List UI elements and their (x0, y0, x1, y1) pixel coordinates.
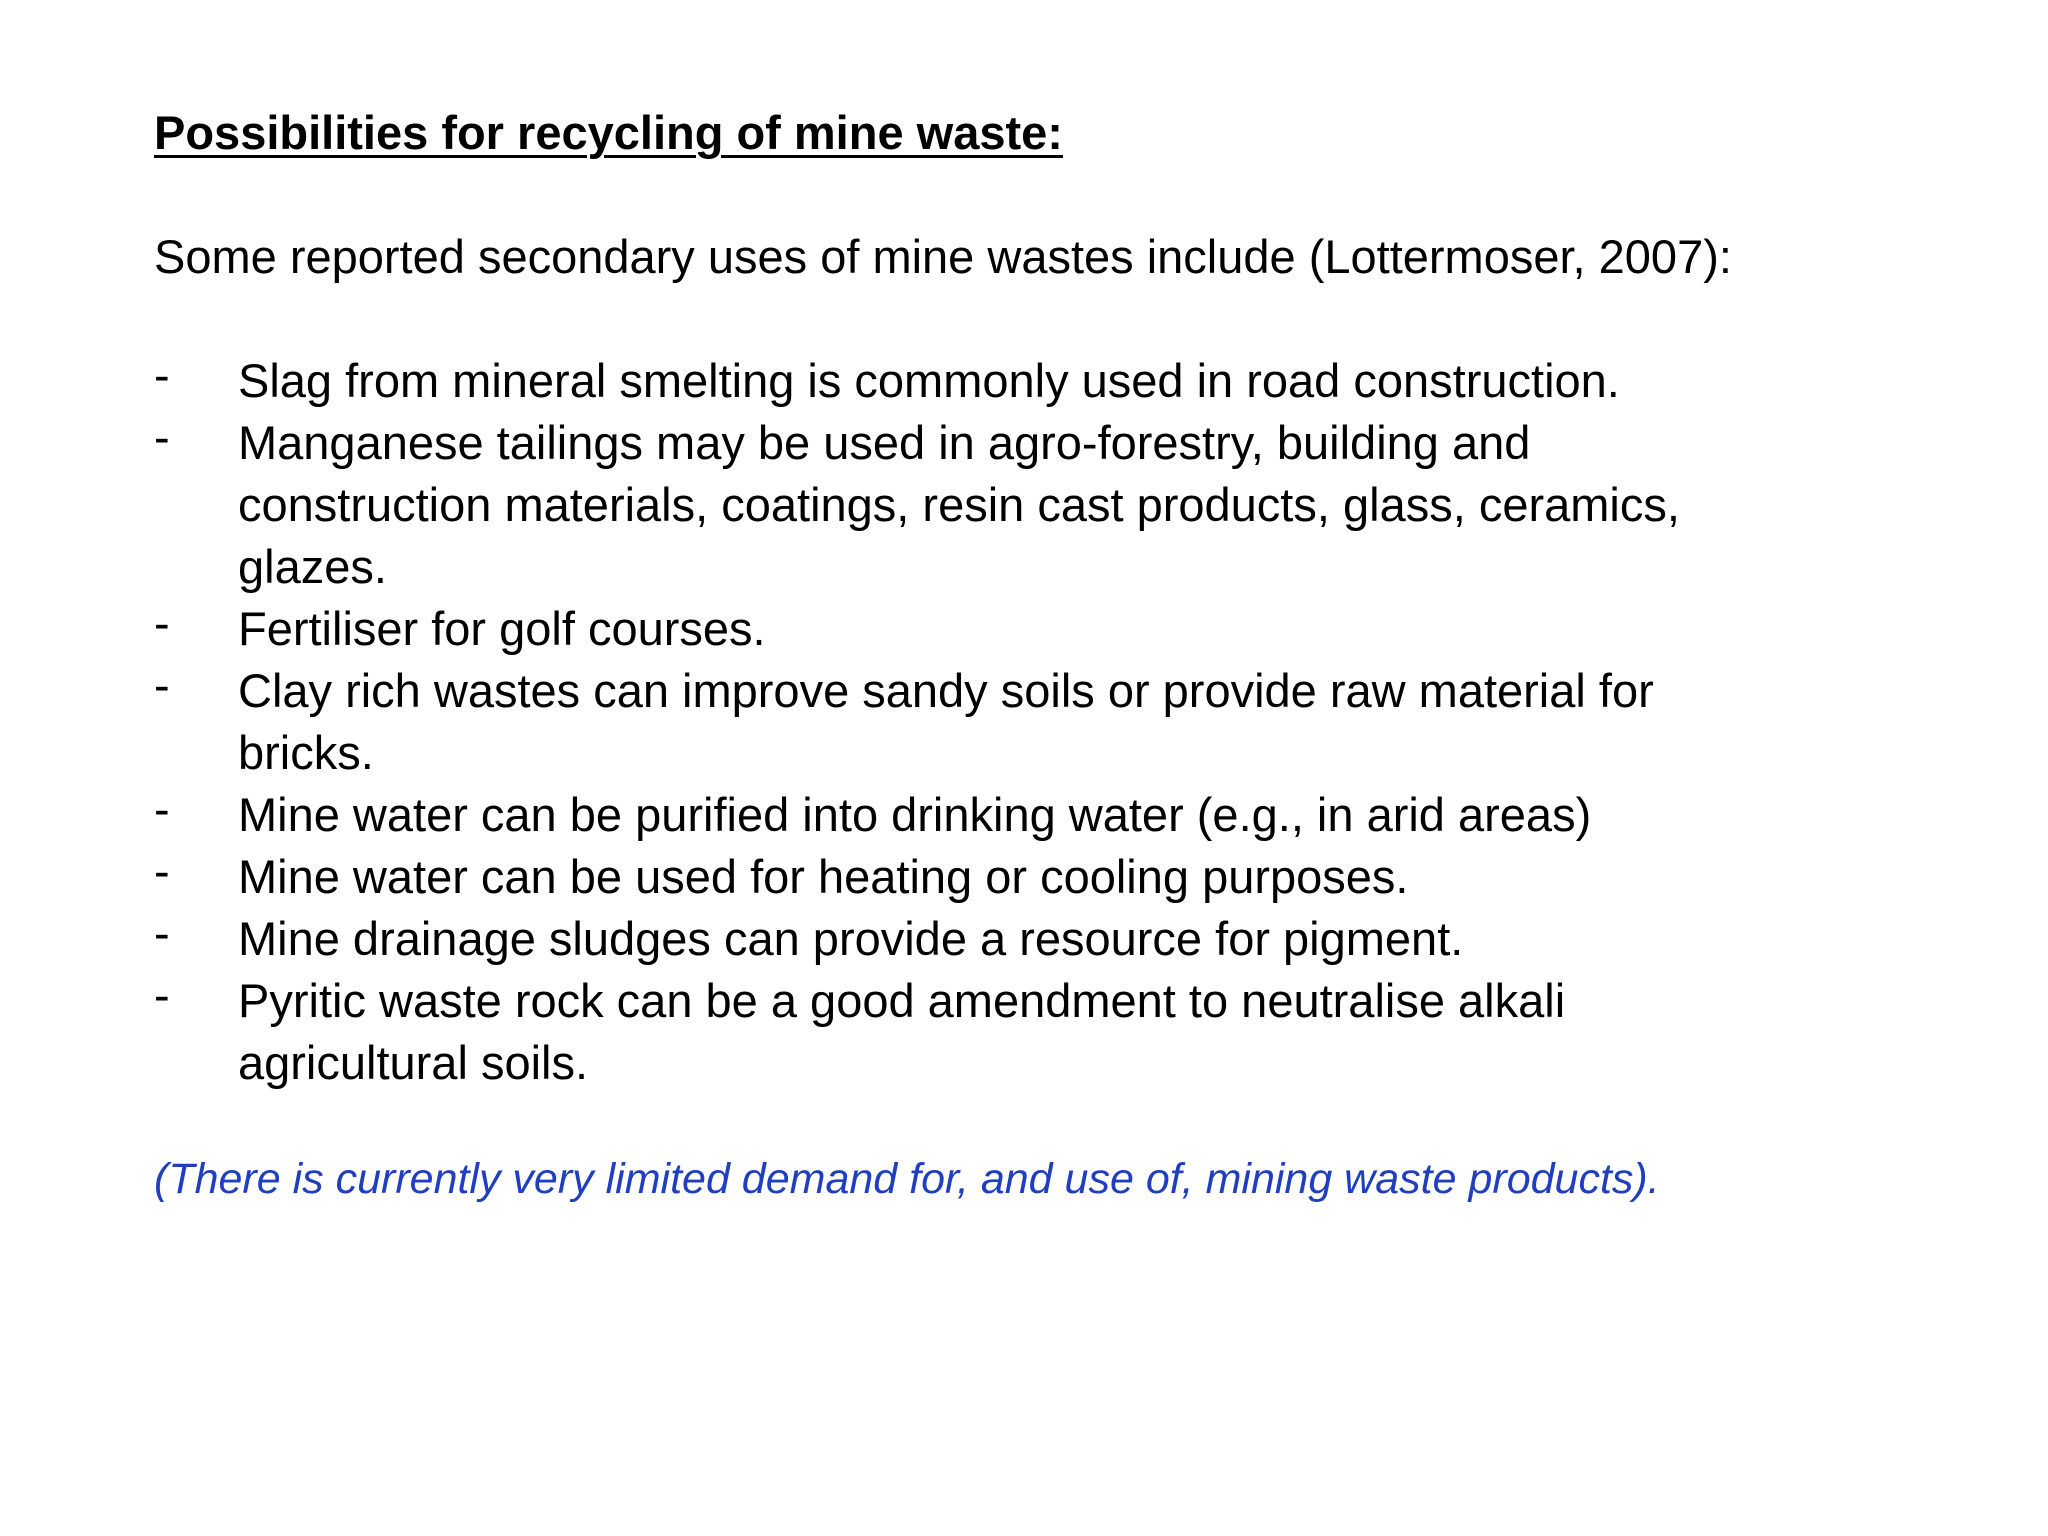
dash-marker-icon: - (154, 348, 170, 401)
list-item (154, 846, 1974, 908)
list-item-line: Clay rich wastes can improve sandy soils or provide raw material for (238, 664, 1654, 717)
list-item (154, 784, 1974, 846)
list-item-text (238, 970, 1974, 1094)
list-item-line: Slag from mineral smelting is commonly used in road construction. (238, 354, 1620, 407)
bullet-list (154, 350, 1974, 1094)
list-item-line: construction materials, coatings, resin cast products, glass, ceramics, (238, 478, 1680, 531)
list-item (154, 908, 1974, 970)
intro-text: Some reported secondary uses of mine wastes include (Lottermoser, 2007): (154, 230, 1732, 283)
list-item-line: bricks. (238, 726, 374, 779)
list-item-text (238, 846, 1974, 908)
list-item-text (238, 412, 1974, 598)
list-item-line: agricultural soils. (238, 1036, 589, 1089)
list-item (154, 598, 1974, 660)
list-item-line: Fertiliser for golf courses. (238, 602, 766, 655)
list-item-line: Manganese tailings may be used in agro-forestry, building and (238, 416, 1531, 469)
dash-marker-icon: - (154, 844, 170, 897)
list-item-line: Mine drainage sludges can provide a resource for pigment. (238, 912, 1464, 965)
list-item-text (238, 660, 1974, 784)
list-item-text (238, 350, 1974, 412)
list-item-line: Pyritic waste rock can be a good amendment to neutralise alkali (238, 974, 1566, 1027)
slide-content (154, 102, 1974, 1210)
list-item-line: Mine water can be used for heating or cooling purposes. (238, 850, 1409, 903)
list-item-text (238, 598, 1974, 660)
dash-marker-icon: - (154, 968, 170, 1021)
slide-heading: Possibilities for recycling of mine waste: (154, 106, 1063, 159)
list-item-text (238, 908, 1974, 970)
dash-marker-icon: - (154, 410, 170, 463)
dash-marker-icon: - (154, 596, 170, 649)
list-item (154, 350, 1974, 412)
list-item (154, 970, 1974, 1094)
list-item (154, 660, 1974, 784)
dash-marker-icon: - (154, 906, 170, 959)
list-item-text (238, 784, 1974, 846)
list-item-line: glazes. (238, 540, 387, 593)
dash-marker-icon: - (154, 658, 170, 711)
list-item (154, 412, 1974, 598)
dash-marker-icon: - (154, 782, 170, 835)
footnote-text: (There is currently very limited demand for, and use of, mining waste products). (154, 1155, 1660, 1203)
list-item-line: Mine water can be purified into drinking water (e.g., in arid areas) (238, 788, 1592, 841)
